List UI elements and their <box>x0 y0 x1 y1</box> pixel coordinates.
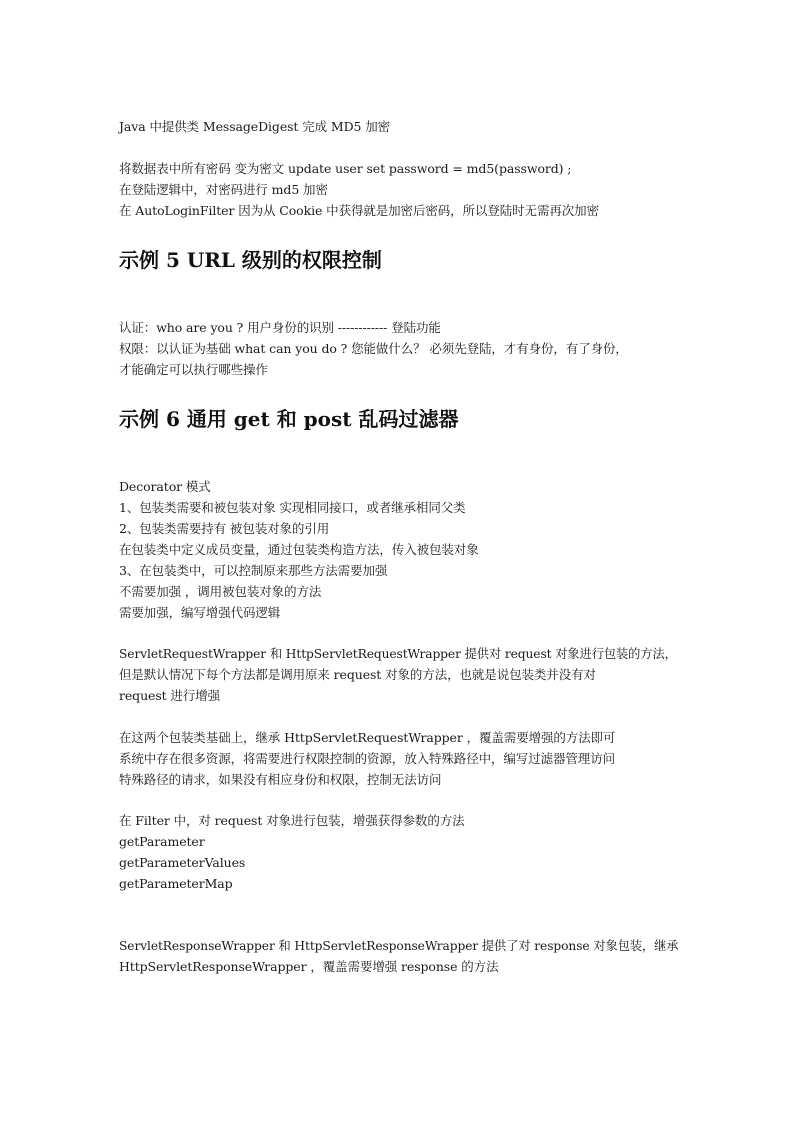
md5-line-2: 将数据表中所有密码 变为密文 update user set password = md5(password) ; <box>119 161 572 176</box>
base-line-1: 在这两个包装类基础上，继承 HttpServletRequestWrapper ，覆盖需要增强的方法即可 <box>119 730 616 745</box>
example6-line-2: 1、包装类需要和被包装对象 实现相同接口，或者继承相同父类 <box>119 500 466 515</box>
wrapper-line-1: ServletRequestWrapper 和 HttpServletRequestWrapper 提供对 request 对象进行包装的方法， <box>119 647 677 661</box>
filter-line-2: getParameter <box>119 834 205 849</box>
filter-line-1: 在 Filter 中，对 request 对象进行包装，增强获得参数的方法 <box>119 813 465 828</box>
response-line-2: HttpServletResponseWrapper ，覆盖需要增强 response 的方法 <box>119 959 499 974</box>
example6-line-5: 3、在包装类中，可以控制原来那些方法需要加强 <box>119 563 388 578</box>
heading-example-6: 示例 6 通用 get 和 post 乱码过滤器 <box>119 407 459 431</box>
example6-line-6: 不需要加强 ，调用被包装对象的方法 <box>119 584 322 599</box>
wrapper-line-2: 但是默认情况下每个方法都是调用原来 request 对象的方法，也就是说包装类并没有对 <box>119 667 596 682</box>
filter-line-3: getParameterValues <box>119 855 246 870</box>
heading-example-5: 示例 5 URL 级别的权限控制 <box>119 248 382 272</box>
example5-line-3: 才能确定可以执行哪些操作 <box>119 362 268 377</box>
md5-line-1: Java 中提供类 MessageDigest 完成 MD5 加密 <box>119 119 391 134</box>
example6-line-3: 2、包装类需要持有 被包装对象的引用 <box>119 521 330 536</box>
base-line-2: 系统中存在很多资源，将需要进行权限控制的资源，放入特殊路径中，编写过滤器管理访问 <box>119 751 616 766</box>
base-line-3: 特殊路径的请求，如果没有相应身份和权限，控制无法访问 <box>119 772 442 787</box>
response-line-1: ServletResponseWrapper 和 HttpServletResponseWrapper 提供了对 response 对象包装，继承 <box>119 939 679 953</box>
example5-line-2: 权限：以认证为基础 what can you do ? 您能做什么？ 必须先登陆，才有身份，有了身份， <box>119 341 628 356</box>
example6-line-7: 需要加强，编写增强代码逻辑 <box>119 605 281 620</box>
example6-line-1: Decorator 模式 <box>119 479 211 494</box>
wrapper-line-3: request 进行增强 <box>119 688 221 703</box>
filter-line-4: getParameterMap <box>119 876 233 891</box>
example6-line-4: 在包装类中定义成员变量，通过包装类构造方法，传入被包装对象 <box>119 542 479 557</box>
md5-line-4: 在 AutoLoginFilter 因为从 Cookie 中获得就是加密后密码，所以登陆时无需再次加密 <box>119 203 599 218</box>
example5-line-1: 认证：who are you ? 用户身份的识别 ------------ 登陆功能 <box>119 320 441 335</box>
md5-line-3: 在登陆逻辑中，对密码进行 md5 加密 <box>119 182 328 197</box>
